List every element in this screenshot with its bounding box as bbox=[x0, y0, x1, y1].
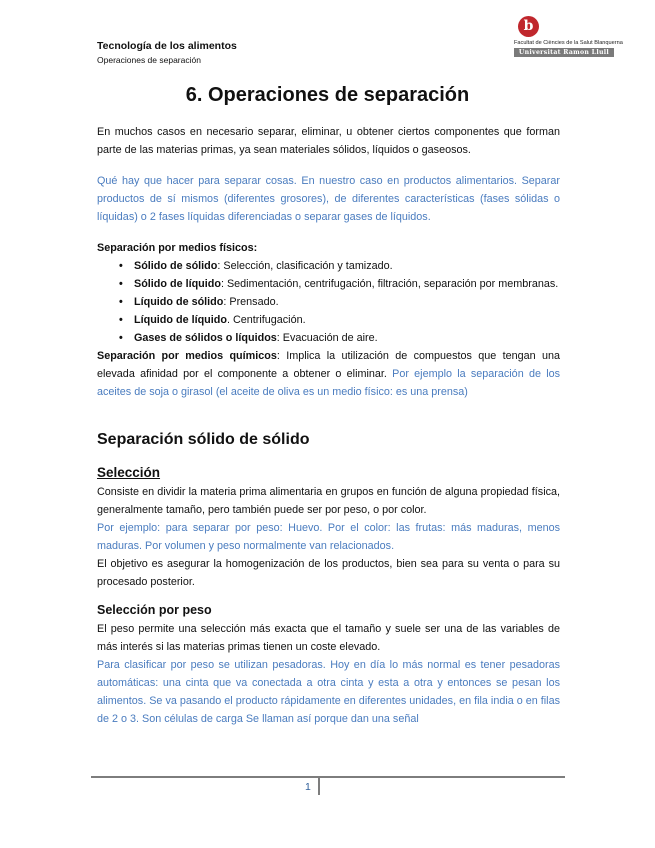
logo-faculty-text: Facultat de Ciències de la Salut Blanquerna bbox=[514, 40, 623, 46]
section-heading: Separación sólido de sólido bbox=[97, 431, 310, 448]
list-item: • Sólido de sólido: Selección, clasificación y tamizado. bbox=[119, 257, 560, 275]
page-number: 1 bbox=[305, 781, 311, 793]
physical-list bbox=[97, 257, 560, 347]
university-logo bbox=[514, 16, 623, 57]
header-subtitle: Operaciones de separación bbox=[97, 55, 201, 65]
selection-note: Por ejemplo: para separar por peso: Huevo. Por el color: las frutas: más maduras, menos maduras. Por volumen y peso normalmente van relacionados. bbox=[97, 522, 560, 552]
page-title: 6. Operaciones de separación bbox=[185, 84, 470, 106]
weight-text: El peso permite una selección más exacta que el tamaño y suele ser una de las variables de más interés si las materias primas tienen un coste elevado. bbox=[97, 623, 560, 653]
chemical-paragraph: Separación por medios químicos: Implica la utilización de compuestos que tengan una elevada afinidad por el componente a obtener o eliminar. Por ejemplo la separación de los aceites de soja o girasol (el aceite de oliva es un medio físico: es una prensa) bbox=[97, 350, 560, 398]
weight-note: Para clasificar por peso se utilizan pesadoras. Hoy en día lo más normal es tener pesadoras automáticas: una cinta que va conectada a otra cinta y esta a otra y entonces se pesan los alimentos. Se va pasando el producto rápidamente en diferentes unidades, en fila india o en filas de 2 o 3. Son células de carga Se llaman así porque dan una señal bbox=[97, 659, 560, 725]
intro-paragraph: En muchos casos en necesario separar, eliminar, u obtener ciertos componentes que forman parte de las materias primas, ya sean materiales sólidos, líquidos o gaseosos. bbox=[97, 126, 560, 156]
list-item: • Sólido de líquido: Sedimentación, centrifugación, filtración, separación por membranas. bbox=[119, 275, 560, 293]
physical-heading: Separación por medios físicos: bbox=[97, 242, 258, 254]
footer-divider bbox=[91, 776, 565, 778]
page-number-separator bbox=[318, 778, 320, 795]
list-item: • Líquido de líquido. Centrifugación. bbox=[119, 311, 560, 329]
logo-university-text: Universitat Ramon Llull bbox=[514, 48, 614, 57]
selection-text: Consiste en dividir la materia prima alimentaria en grupos en función de alguna propiedad física, generalmente tamaño, pero también puede ser por peso, o por color. bbox=[97, 486, 560, 516]
document-body bbox=[97, 123, 560, 728]
list-item: • Líquido de sólido: Prensado. bbox=[119, 293, 560, 311]
selection-objective: El objetivo es asegurar la homogenización de los productos, bien sea para su venta o para su procesado posterior. bbox=[97, 558, 560, 588]
list-item: • Gases de sólidos o líquidos: Evacuación de aire. bbox=[119, 329, 560, 347]
header-title: Tecnología de los alimentos bbox=[97, 40, 237, 52]
blanquerna-logo-icon: b bbox=[518, 16, 539, 37]
weight-heading: Selección por peso bbox=[97, 603, 212, 617]
note-paragraph: Qué hay que hacer para separar cosas. En nuestro caso en productos alimentarios. Separar productos de sí mismos (diferentes grosores), de diferentes características (fases sólidas o líquidas) o 2 fases líquidas diferenciadas o separar gases de líquidos. bbox=[97, 175, 560, 223]
selection-heading: Selección bbox=[97, 465, 161, 480]
